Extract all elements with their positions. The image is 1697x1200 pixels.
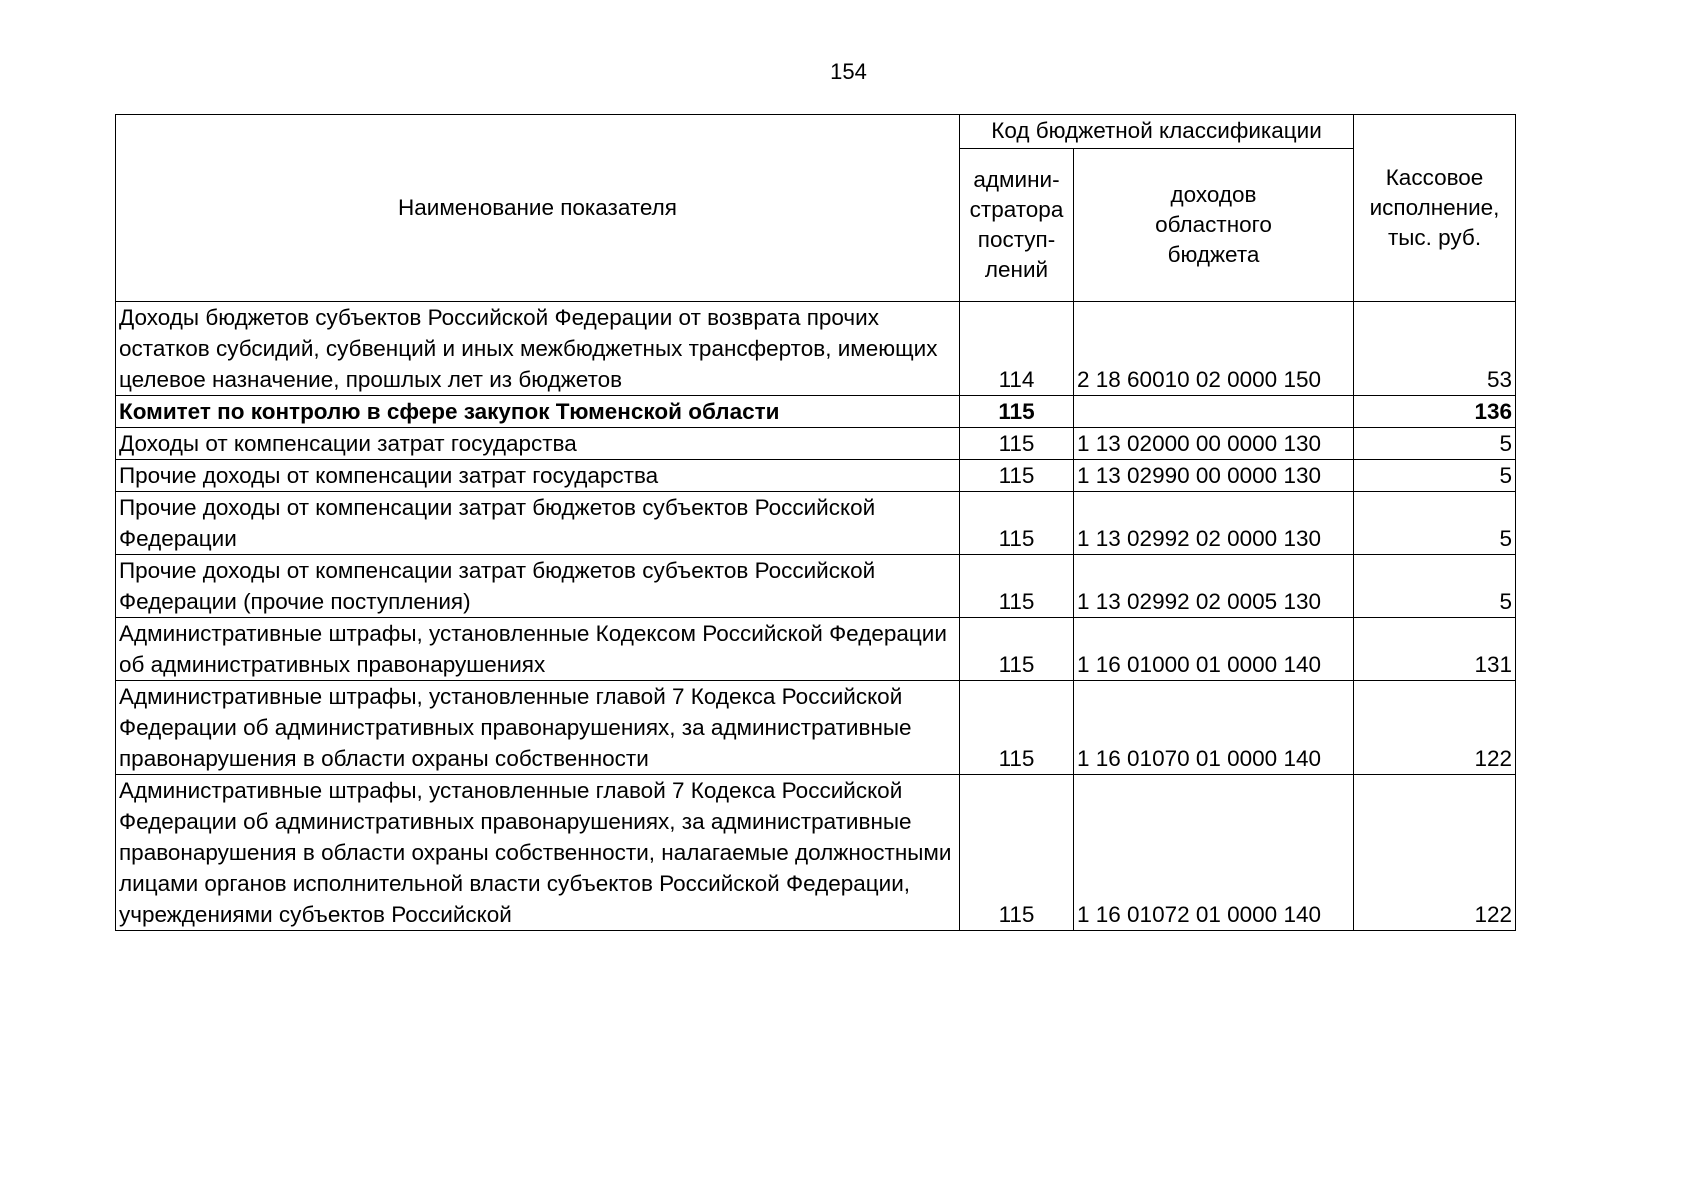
table-body [116,302,1516,931]
row-name: Доходы от компенсации затрат государства [116,428,960,460]
row-name: Прочие доходы от компенсации затрат государства [116,460,960,492]
header-name: Наименование показателя [116,115,960,302]
row-code: 1 13 02992 02 0005 130 [1074,555,1354,618]
row-admin: 115 [960,618,1074,681]
header-income: доходов областного бюджета [1074,148,1354,301]
table-row [116,555,1516,618]
row-name: Прочие доходы от компенсации затрат бюджетов субъектов Российской Федерации [116,492,960,555]
table-row [116,775,1516,931]
row-amount: 5 [1354,428,1516,460]
row-admin: 115 [960,460,1074,492]
budget-table [115,114,1516,931]
row-amount: 122 [1354,681,1516,775]
row-amount: 131 [1354,618,1516,681]
table-row [116,618,1516,681]
table-row [116,460,1516,492]
table-row [116,681,1516,775]
row-code: 1 16 01072 01 0000 140 [1074,775,1354,931]
row-admin: 115 [960,555,1074,618]
row-admin: 115 [960,775,1074,931]
table-row [116,492,1516,555]
header-admin: админи- стратора поступ- лений [960,148,1074,301]
row-code: 1 16 01070 01 0000 140 [1074,681,1354,775]
row-amount: 136 [1354,396,1516,428]
row-admin: 114 [960,302,1074,396]
row-amount: 122 [1354,775,1516,931]
row-name: Доходы бюджетов субъектов Российской Федерации от возврата прочих остатков субсидий, субвенций и иных межбюджетных трансфертов, имеющих целевое назначение, прошлых лет из бюджетов [116,302,960,396]
row-amount: 53 [1354,302,1516,396]
header-amount: Кассовое исполнение, тыс. руб. [1354,115,1516,302]
row-name: Прочие доходы от компенсации затрат бюджетов субъектов Российской Федерации (прочие поступления) [116,555,960,618]
table-header [116,115,1516,302]
row-amount: 5 [1354,555,1516,618]
row-admin: 115 [960,681,1074,775]
row-amount: 5 [1354,492,1516,555]
table-row [116,428,1516,460]
row-code: 1 13 02990 00 0000 130 [1074,460,1354,492]
row-name: Административные штрафы, установленные главой 7 Кодекса Российской Федерации об административных правонарушениях, за административные правонарушения в области охраны собственности, налагаемые должностными лицами органов исполнительной власти субъектов Российской Федерации, учреждениями субъектов Российской [116,775,960,931]
page-number: 154 [830,59,867,84]
row-code: 1 13 02000 00 0000 130 [1074,428,1354,460]
row-code: 2 18 60010 02 0000 150 [1074,302,1354,396]
row-name: Административные штрафы, установленные Кодексом Российской Федерации об административных правонарушениях [116,618,960,681]
row-code [1074,396,1354,428]
row-code: 1 13 02992 02 0000 130 [1074,492,1354,555]
row-name: Комитет по контролю в сфере закупок Тюменской области [116,396,960,428]
row-code: 1 16 01000 01 0000 140 [1074,618,1354,681]
table-row [116,396,1516,428]
row-admin: 115 [960,428,1074,460]
header-code-group: Код бюджетной классификации [960,115,1354,149]
table-row [116,302,1516,396]
row-name: Административные штрафы, установленные главой 7 Кодекса Российской Федерации об административных правонарушениях, за административные правонарушения в области охраны собственности [116,681,960,775]
row-admin: 115 [960,492,1074,555]
row-admin: 115 [960,396,1074,428]
row-amount: 5 [1354,460,1516,492]
